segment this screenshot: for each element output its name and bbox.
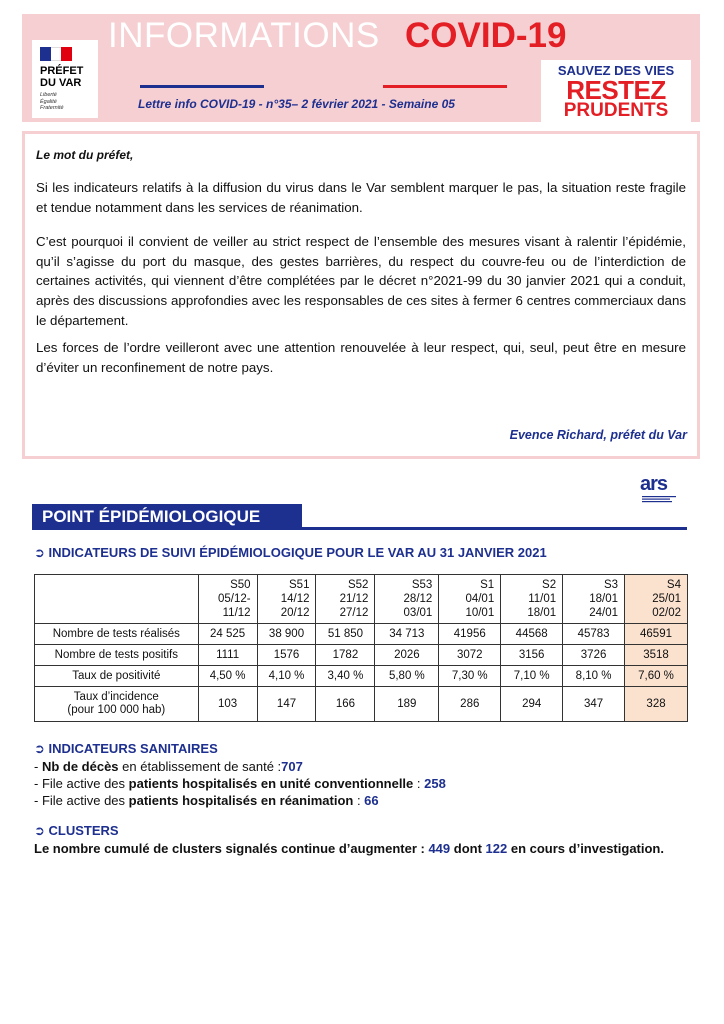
table-cell: 189 — [375, 687, 439, 722]
table-cell: 24 525 — [198, 624, 257, 645]
table-cell: 44568 — [501, 624, 563, 645]
table-row — [35, 645, 688, 666]
week-header-current: S4 25/01 02/02 — [625, 575, 688, 624]
section-underline — [32, 527, 687, 530]
divider-blue — [140, 85, 264, 88]
newsletter-subtitle: Lettre info COVID-19 - n°35– 2 février 2021 - Semaine 05 — [138, 97, 455, 111]
clusters-text: Le nombre cumulé de clusters signalés continue d’augmenter : 449 dont 122 en cours d’investigation. — [34, 841, 664, 856]
table-cell: 2026 — [375, 645, 439, 666]
table-cell: 347 — [563, 687, 625, 722]
table-cell: 34 713 — [375, 624, 439, 645]
sanitary-line-hospitalised: - File active des patients hospitalisés en unité conventionnelle : 258 — [34, 776, 446, 791]
table-cell: 5,80 % — [375, 666, 439, 687]
table-cell: 1576 — [257, 645, 316, 666]
signature: Evence Richard, préfet du Var — [509, 428, 687, 442]
table-cell: 294 — [501, 687, 563, 722]
logo-motto: Liberté Égalité Fraternité — [40, 92, 64, 111]
table-cell: 3156 — [501, 645, 563, 666]
sanitary-line-icu: - File active des patients hospitalisés en réanimation : 66 — [34, 793, 379, 808]
table-cell: 1782 — [316, 645, 375, 666]
table-cell-current: 46591 — [625, 624, 688, 645]
slogan-badge: SAUVEZ DES VIES RESTEZ PRUDENTS — [541, 60, 691, 122]
table-cell: 103 — [198, 687, 257, 722]
table-cell: 7,30 % — [439, 666, 501, 687]
table-cell: 4,10 % — [257, 666, 316, 687]
row-label: Nombre de tests réalisés — [35, 624, 199, 645]
table-header-row — [35, 575, 688, 624]
row-label: Taux de positivité — [35, 666, 199, 687]
table-cell: 51 850 — [316, 624, 375, 645]
table-cell: 3,40 % — [316, 666, 375, 687]
table-cell: 286 — [439, 687, 501, 722]
title-informations: INFORMATIONS — [108, 16, 380, 55]
table-row — [35, 687, 688, 722]
clusters-heading: ➲ CLUSTERS — [34, 823, 119, 838]
row-label: Taux d’incidence (pour 100 000 hab) — [35, 687, 199, 722]
week-header: S50 05/12- 11/12 — [198, 575, 257, 624]
week-header: S1 04/01 10/01 — [439, 575, 501, 624]
week-header: S51 14/12 20/12 — [257, 575, 316, 624]
logo-text: PRÉFET DU VAR — [40, 65, 84, 89]
table-cell: 7,10 % — [501, 666, 563, 687]
table-cell: 166 — [316, 687, 375, 722]
paragraph-1: Si les indicateurs relatifs à la diffusion du virus dans le Var semblent marquer le pas, la situation reste fragile et tendue notamment dans les services de réanimation. — [36, 180, 686, 215]
table-cell: 45783 — [563, 624, 625, 645]
week-header: S53 28/12 03/01 — [375, 575, 439, 624]
sanitary-line-deaths: - Nb de décès en établissement de santé :707 — [34, 759, 303, 774]
week-header: S3 18/01 24/01 — [563, 575, 625, 624]
table-cell-current: 3518 — [625, 645, 688, 666]
table-cell: 38 900 — [257, 624, 316, 645]
table-cell: 8,10 % — [563, 666, 625, 687]
sanitary-heading: ➲ INDICATEURS SANITAIRES — [34, 741, 218, 756]
table-cell: 3072 — [439, 645, 501, 666]
table-row — [35, 666, 688, 687]
section-title: POINT ÉPIDÉMIOLOGIQUE — [32, 504, 302, 530]
table-cell-current: 7,60 % — [625, 666, 688, 687]
table-cell: 4,50 % — [198, 666, 257, 687]
table-cell: 3726 — [563, 645, 625, 666]
ars-logo: ars — [640, 473, 695, 505]
week-header: S52 21/12 27/12 — [316, 575, 375, 624]
row-label: Nombre de tests positifs — [35, 645, 199, 666]
table-row — [35, 624, 688, 645]
table-cell: 41956 — [439, 624, 501, 645]
flag-icon — [40, 47, 72, 61]
table-cell-current: 328 — [625, 687, 688, 722]
table-cell: 1111 — [198, 645, 257, 666]
prefet-message-title: Le mot du préfet, — [36, 148, 134, 162]
week-header: S2 11/01 18/01 — [501, 575, 563, 624]
indicators-heading: ➲ INDICATEURS DE SUIVI ÉPIDÉMIOLOGIQUE POUR LE VAR AU 31 JANVIER 2021 — [34, 545, 547, 560]
paragraph-2: C’est pourquoi il convient de veiller au strict respect de l’ensemble des mesures visant à ralentir l’épidémie, qu’il s’agisse du port du masque, des gestes barrières, du respect du couvre-feu ou de l’interdiction de certaines activités, qui viennent d’être complétées par le décret n°2021-99 du 30 janvier 2021 qui a conduit, après des discussions approfondies avec les responsables de ces sites à fermer 6 centres commerciaux dans le département. — [36, 234, 686, 328]
divider-red — [383, 85, 507, 88]
paragraph-3: Les forces de l’ordre veilleront avec une attention renouvelée à leur respect, qui, seul, peut être en mesure d’éviter un reconfinement de notre pays. — [36, 340, 686, 375]
indicators-table — [34, 574, 688, 722]
title-covid: COVID-19 — [405, 16, 567, 55]
table-cell: 147 — [257, 687, 316, 722]
table-corner — [35, 575, 199, 624]
